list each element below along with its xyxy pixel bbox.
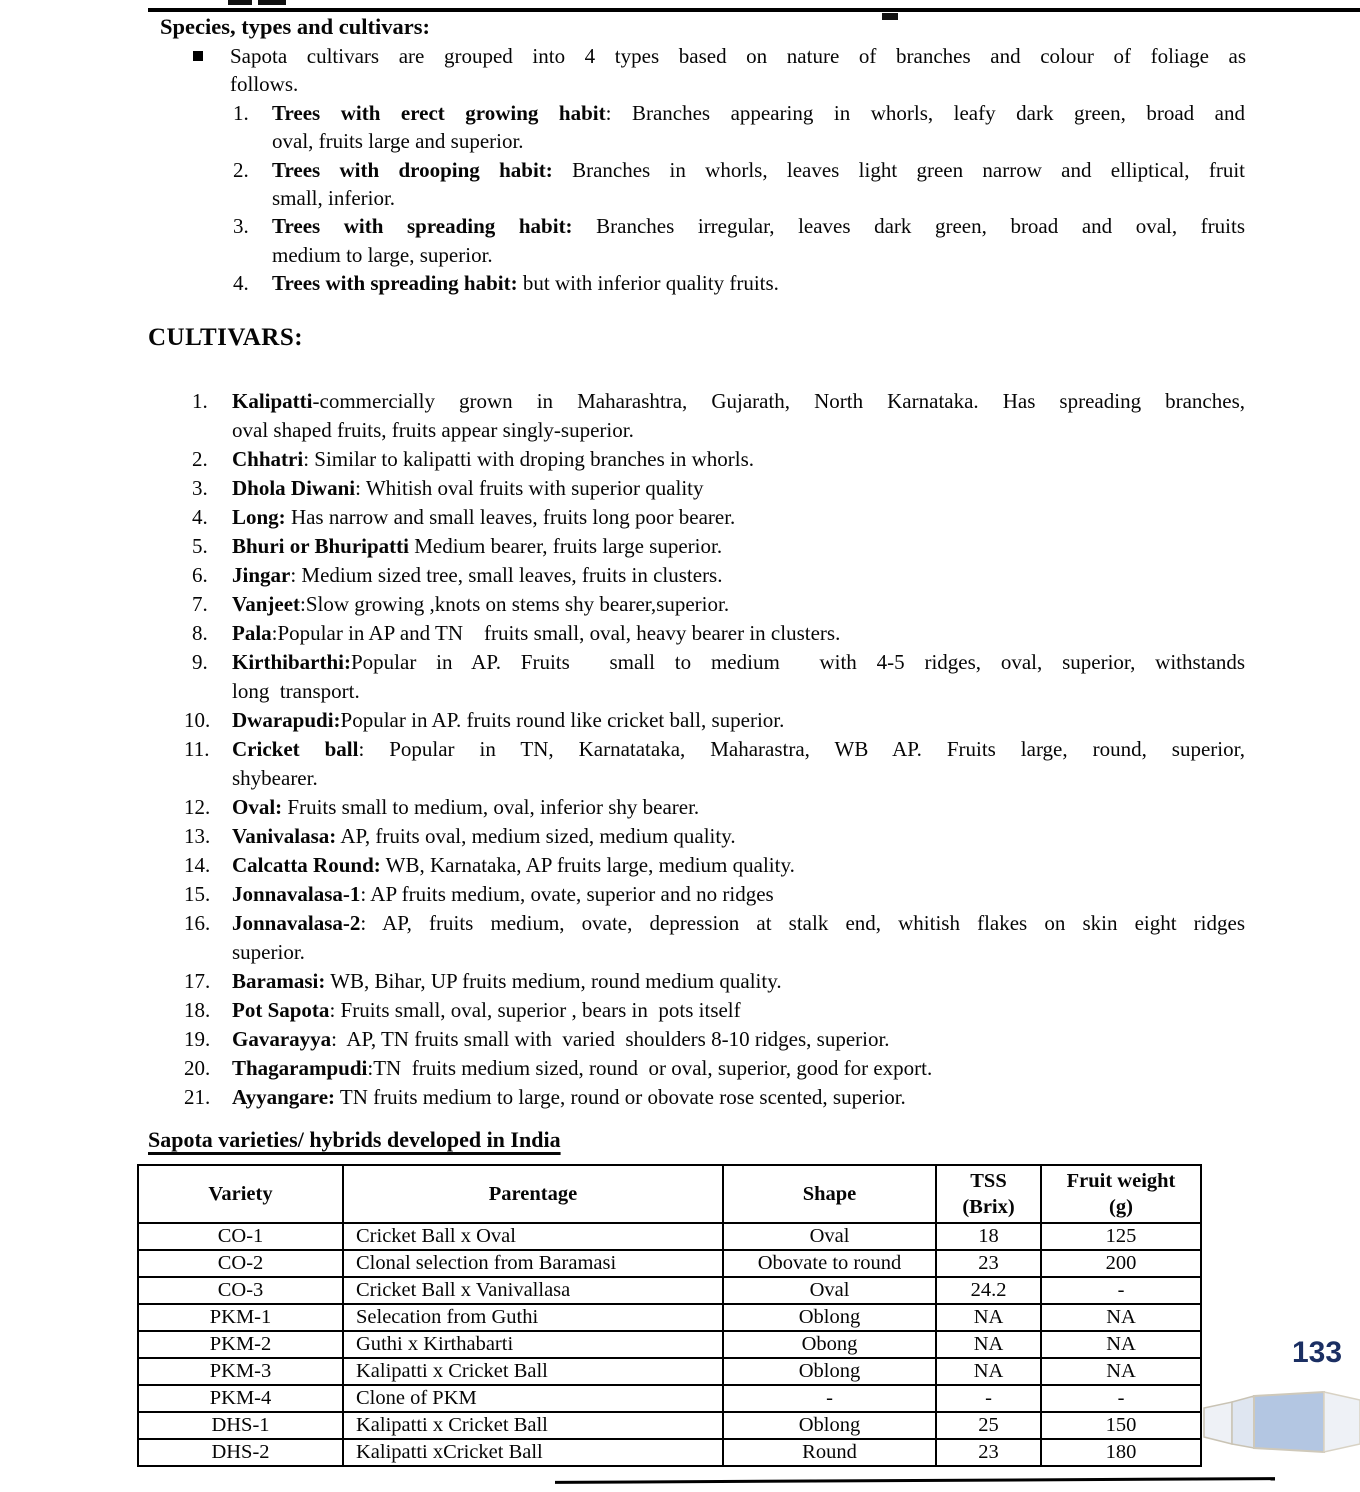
list-item-number: 3.: [192, 476, 208, 500]
table-cell: NA: [936, 1304, 1041, 1331]
list-item-number: 1.: [192, 389, 208, 413]
table-cell: DHS-2: [138, 1439, 343, 1466]
list-item-lead: Bhuri or Bhuripatti: [232, 534, 409, 558]
list-item-number: 10.: [184, 708, 211, 732]
list-item-number: 6.: [192, 563, 208, 587]
table-cell: Kalipatti x Cricket Ball: [343, 1358, 723, 1385]
table-cell: 18: [936, 1223, 1041, 1250]
list-item-lead: Jonnavalasa-1: [232, 882, 361, 906]
list-item-lead: Baramasi:: [232, 969, 326, 993]
table-row: [138, 1331, 1201, 1358]
page-number: 133: [1292, 1336, 1343, 1369]
list-item-number: 15.: [184, 882, 211, 906]
table-cell: NA: [936, 1358, 1041, 1385]
table-cell: CO-2: [138, 1250, 343, 1277]
text-line: Pala:Popular in AP and TN fruits small, oval, heavy bearer in clusters.: [232, 621, 841, 645]
varieties-table: [137, 1164, 1202, 1467]
list-item-number: 20.: [184, 1056, 211, 1080]
table-cell: CO-1: [138, 1223, 343, 1250]
text-line: Long: Has narrow and small leaves, fruits long poor bearer.: [232, 505, 736, 529]
table-cell: PKM-4: [138, 1385, 343, 1412]
text-line: Oval: Fruits small to medium, oval, inferior shy bearer.: [232, 795, 700, 819]
table-row: [138, 1412, 1201, 1439]
table-cell: Clone of PKM: [343, 1385, 723, 1412]
text-line: Chhatri: Similar to kalipatti with droping branches in whorls.: [232, 447, 755, 471]
list-item-lead: Calcatta Round:: [232, 853, 381, 877]
list-item-lead: Dwarapudi:: [232, 708, 341, 732]
text-line: oval, fruits large and superior.: [272, 129, 524, 154]
table-cell: NA: [1041, 1358, 1201, 1385]
list-item-lead: Thagarampudi: [232, 1056, 368, 1080]
table-cell: Guthi x Kirthabarti: [343, 1331, 723, 1358]
list-item-number: 17.: [184, 969, 211, 993]
table-cell: -: [1041, 1277, 1201, 1304]
list-item-number: 1.: [233, 100, 249, 125]
list-item-number: 4.: [233, 271, 249, 296]
text-line: Baramasi: WB, Bihar, UP fruits medium, round medium quality.: [232, 969, 782, 993]
text-line: medium to large, superior.: [272, 242, 493, 267]
table-row: [138, 1385, 1201, 1412]
table-cell: Cricket Ball x Vanivallasa: [343, 1277, 723, 1304]
table-cell: 180: [1041, 1439, 1201, 1466]
text-line: Ayyangare: TN fruits medium to large, round or obovate rose scented, superior.: [232, 1085, 906, 1109]
list-item-number: 9.: [192, 650, 208, 674]
table-cell: Kalipatti xCricket Ball: [343, 1439, 723, 1466]
table-cell: Oval: [723, 1277, 936, 1304]
text-line: superior.: [232, 940, 305, 964]
text-line: Kirthibarthi:Popular in AP. Fruits small to medium with 4-5 ridges, oval, superior, withstands: [232, 650, 1245, 674]
text-line: Calcatta Round: WB, Karnataka, AP fruits large, medium quality.: [232, 853, 795, 877]
text-line: Gavarayya: AP, TN fruits small with varied shoulders 8-10 ridges, superior.: [232, 1027, 890, 1051]
table-cell: Obovate to round: [723, 1250, 936, 1277]
bullet-square-icon: [193, 51, 203, 61]
table-cell: Oval: [723, 1223, 936, 1250]
list-item-lead: Vanjeet: [232, 592, 301, 616]
table-header-cell: Variety: [138, 1165, 343, 1223]
text-line: Vanivalasa: AP, fruits oval, medium sized, medium quality.: [232, 824, 736, 848]
text-line: long transport.: [232, 679, 360, 703]
list-item-number: 16.: [184, 911, 211, 935]
list-item-lead: Long:: [232, 505, 286, 529]
table-cell: PKM-3: [138, 1358, 343, 1385]
table-cell: Oblong: [723, 1412, 936, 1439]
text-line: Trees with spreading habit: but with inferior quality fruits.: [272, 271, 779, 296]
table-header-cell: Parentage: [343, 1165, 723, 1223]
table-cell: Round: [723, 1439, 936, 1466]
table-cell: 150: [1041, 1412, 1201, 1439]
scan-artifact: [228, 0, 252, 5]
list-item-number: 4.: [192, 505, 208, 529]
list-item-lead: Jonnavalasa-2: [232, 911, 361, 935]
list-item-lead: Kalipatti: [232, 389, 313, 413]
table-title: Sapota varieties/ hybrids developed in India: [148, 1127, 561, 1152]
text-line: small, inferior.: [272, 186, 396, 210]
text-line: follows.: [230, 72, 299, 97]
list-item-number: 12.: [184, 795, 211, 819]
text-line: Dwarapudi:Popular in AP. fruits round like cricket ball, superior.: [232, 708, 785, 732]
list-item-lead: Pala: [232, 621, 272, 645]
table-cell: 200: [1041, 1250, 1201, 1277]
list-item-lead: Oval:: [232, 795, 283, 819]
list-item-number: 19.: [184, 1027, 211, 1051]
list-item-number: 5.: [192, 534, 208, 558]
table-cell: NA: [1041, 1331, 1201, 1358]
list-item-lead: Trees with drooping habit:: [272, 157, 553, 182]
table-header-cell: Fruit weight (g): [1041, 1165, 1201, 1223]
table-header-cell: Shape: [723, 1165, 936, 1223]
table-cell: Obong: [723, 1331, 936, 1358]
list-item-lead: Kirthibarthi:: [232, 650, 351, 674]
list-item-lead: Chhatri: [232, 447, 304, 471]
text-line: Dhola Diwani: Whitish oval fruits with superior quality: [232, 476, 704, 500]
text-line: Trees with spreading habit: Branches irregular, leaves dark green, broad and oval, fruits: [272, 214, 1245, 239]
table-cell: CO-3: [138, 1277, 343, 1304]
text-line: Jonnavalasa-1: AP fruits medium, ovate, superior and no ridges: [232, 882, 774, 906]
table-cell: NA: [1041, 1304, 1201, 1331]
table-cell: PKM-1: [138, 1304, 343, 1331]
list-item-number: 18.: [184, 998, 211, 1022]
list-item-number: 2.: [233, 157, 249, 182]
text-line: Sapota cultivars are grouped into 4 types based on nature of branches and colour of foliage as: [230, 44, 1246, 68]
list-item-lead: Trees with spreading habit:: [272, 271, 518, 296]
text-line: Kalipatti-commercially grown in Maharashtra, Gujarath, North Karnataka. Has spreading branches,: [232, 389, 1245, 413]
list-item-number: 14.: [184, 853, 211, 877]
list-item-number: 2.: [192, 447, 208, 471]
text-line: Trees with drooping habit: Branches in whorls, leaves light green narrow and elliptical, fruit: [272, 157, 1245, 182]
table-cell: NA: [936, 1331, 1041, 1358]
text-line: Cricket ball: Popular in TN, Karnatataka, Maharastra, WB AP. Fruits large, round, superior,: [232, 737, 1245, 761]
table-cell: Oblong: [723, 1304, 936, 1331]
table-cell: -: [723, 1385, 936, 1412]
table-cell: 125: [1041, 1223, 1201, 1250]
text-line: Jonnavalasa-2: AP, fruits medium, ovate, depression at stalk end, whitish flakes on skin eight ridges: [232, 911, 1245, 935]
text-line: Vanjeet:Slow growing ,knots on stems shy bearer,superior.: [232, 592, 730, 616]
table-cell: Cricket Ball x Oval: [343, 1223, 723, 1250]
list-item-lead: Trees with spreading habit:: [272, 214, 573, 239]
list-item-number: 11.: [184, 737, 210, 761]
list-item-number: 7.: [192, 592, 208, 616]
table-cell: 23: [936, 1250, 1041, 1277]
list-item-lead: Pot Sapota: [232, 998, 330, 1022]
table-row: [138, 1304, 1201, 1331]
text-line: shybearer.: [232, 766, 318, 790]
table-cell: 24.2: [936, 1277, 1041, 1304]
top-rule: [148, 8, 1360, 12]
list-item-lead: Vanivalasa:: [232, 824, 337, 848]
list-item-lead: Dhola Diwani: [232, 476, 356, 500]
table-header-cell: TSS (Brix): [936, 1165, 1041, 1223]
list-item-number: 3.: [233, 214, 249, 239]
scan-artifact: [882, 13, 898, 20]
table-cell: -: [936, 1385, 1041, 1412]
table-row: [138, 1223, 1201, 1250]
table-cell: Oblong: [723, 1358, 936, 1385]
list-item-lead: Trees with erect growing habit: [272, 100, 606, 125]
list-item-number: 8.: [192, 621, 208, 645]
bottom-rule: [555, 1477, 1275, 1484]
section-heading-cultivars: CULTIVARS:: [148, 324, 304, 351]
table-cell: 25: [936, 1412, 1041, 1439]
table-row: [138, 1277, 1201, 1304]
box-3d-icon: [1202, 1391, 1360, 1453]
list-item-lead: Jingar: [232, 563, 291, 587]
scan-artifact: [258, 0, 286, 5]
table-cell: DHS-1: [138, 1412, 343, 1439]
table-cell: Selecation from Guthi: [343, 1304, 723, 1331]
list-item-lead: Gavarayya: [232, 1027, 332, 1051]
table-cell: Clonal selection from Baramasi: [343, 1250, 723, 1277]
list-item-lead: Cricket ball: [232, 737, 359, 761]
table-cell: Kalipatti x Cricket Ball: [343, 1412, 723, 1439]
table-row: [138, 1358, 1201, 1385]
list-item-number: 13.: [184, 824, 211, 848]
text-line: oval shaped fruits, fruits appear singly-superior.: [232, 418, 634, 442]
table-header-row: [138, 1165, 1201, 1223]
table-cell: 23: [936, 1439, 1041, 1466]
text-line: Bhuri or Bhuripatti Medium bearer, fruits large superior.: [232, 534, 723, 558]
text-line: Thagarampudi:TN fruits medium sized, round or oval, superior, good for export.: [232, 1056, 933, 1080]
table-row: [138, 1439, 1201, 1466]
table-cell: -: [1041, 1385, 1201, 1412]
list-item-lead: Ayyangare:: [232, 1085, 336, 1109]
text-line: Pot Sapota: Fruits small, oval, superior , bears in pots itself: [232, 998, 741, 1022]
text-line: Jingar: Medium sized tree, small leaves, fruits in clusters.: [232, 563, 723, 587]
table-cell: PKM-2: [138, 1331, 343, 1358]
text-line: Trees with erect growing habit: Branches appearing in whorls, leafy dark green, broad and: [272, 100, 1245, 125]
page-title: Species, types and cultivars:: [160, 14, 430, 39]
list-item-number: 21.: [184, 1085, 211, 1109]
table-row: [138, 1250, 1201, 1277]
